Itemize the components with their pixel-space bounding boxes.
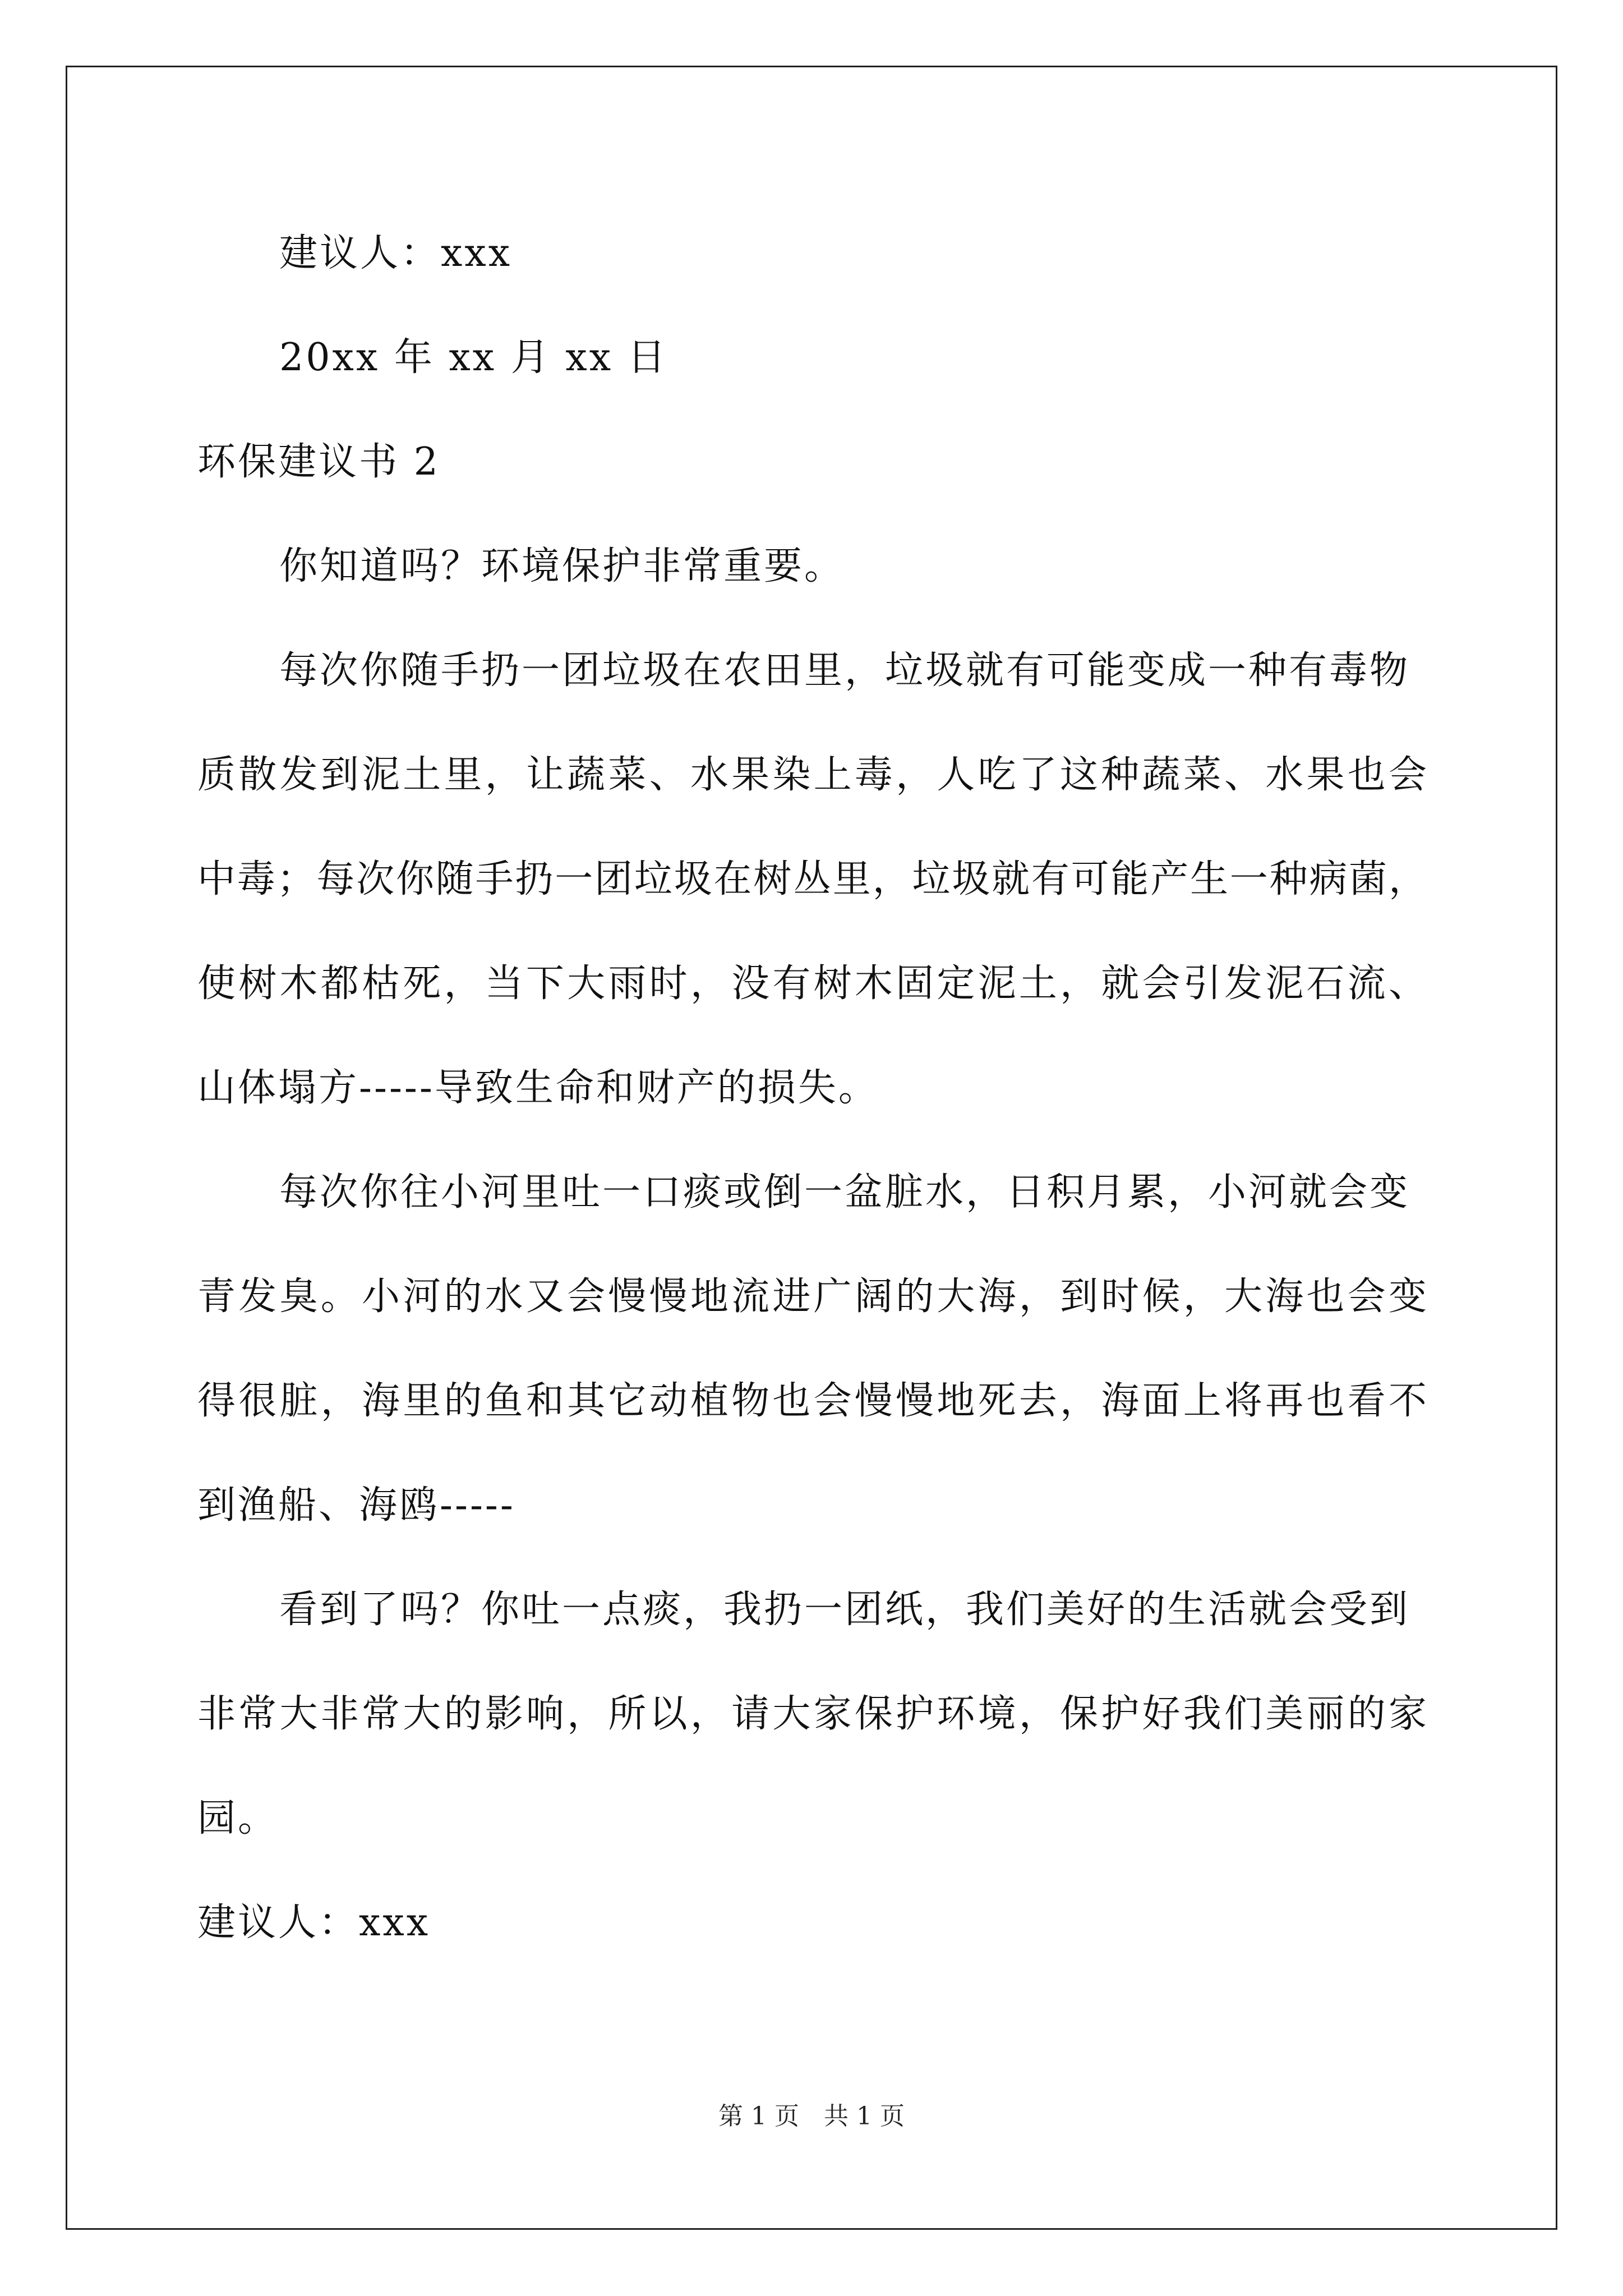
paragraph-line: 到渔船、海鸥----- [197, 1483, 515, 1527]
proposer-signature: 建议人：xxx [279, 231, 513, 275]
paragraph-line: 山体塌方-----导致生命和财产的损失。 [197, 1066, 879, 1110]
paragraph-line: 中毒；每次你随手扔一团垃圾在树丛里，垃圾就有可能产生一种病菌， [197, 857, 1427, 901]
section-title: 环保建议书 2 [197, 440, 440, 484]
paragraph-line: 园。 [197, 1796, 279, 1841]
date-line: 20xx 年 xx 月 xx 日 [279, 335, 668, 380]
paragraph-line: 你知道吗？环境保护非常重要。 [279, 544, 845, 588]
paragraph-line: 每次你随手扔一团垃圾在农田里，垃圾就有可能变成一种有毒物 [279, 648, 1410, 693]
paragraph-line: 非常大非常大的影响，所以，请大家保护环境，保护好我们美丽的家 [197, 1692, 1427, 1736]
proposer-signature: 建议人：xxx [197, 1901, 431, 1945]
paragraph-line: 每次你往小河里吐一口痰或倒一盆脏水，日积月累，小河就会变 [279, 1170, 1410, 1214]
paragraph-line: 看到了吗？你吐一点痰，我扔一团纸，我们美好的生活就会受到 [279, 1588, 1410, 1632]
page-footer: 第 1 页 共 1 页 [718, 2102, 905, 2131]
paragraph-line: 青发臭。小河的水又会慢慢地流进广阔的大海，到时候，大海也会变 [197, 1274, 1427, 1319]
paragraph-line: 得很脏，海里的鱼和其它动植物也会慢慢地死去，海面上将再也看不 [197, 1379, 1427, 1423]
paragraph-line: 使树木都枯死，当下大雨时，没有树木固定泥土，就会引发泥石流、 [197, 961, 1427, 1006]
paragraph-line: 质散发到泥土里，让蔬菜、水果染上毒，人吃了这种蔬菜、水果也会 [197, 753, 1427, 797]
